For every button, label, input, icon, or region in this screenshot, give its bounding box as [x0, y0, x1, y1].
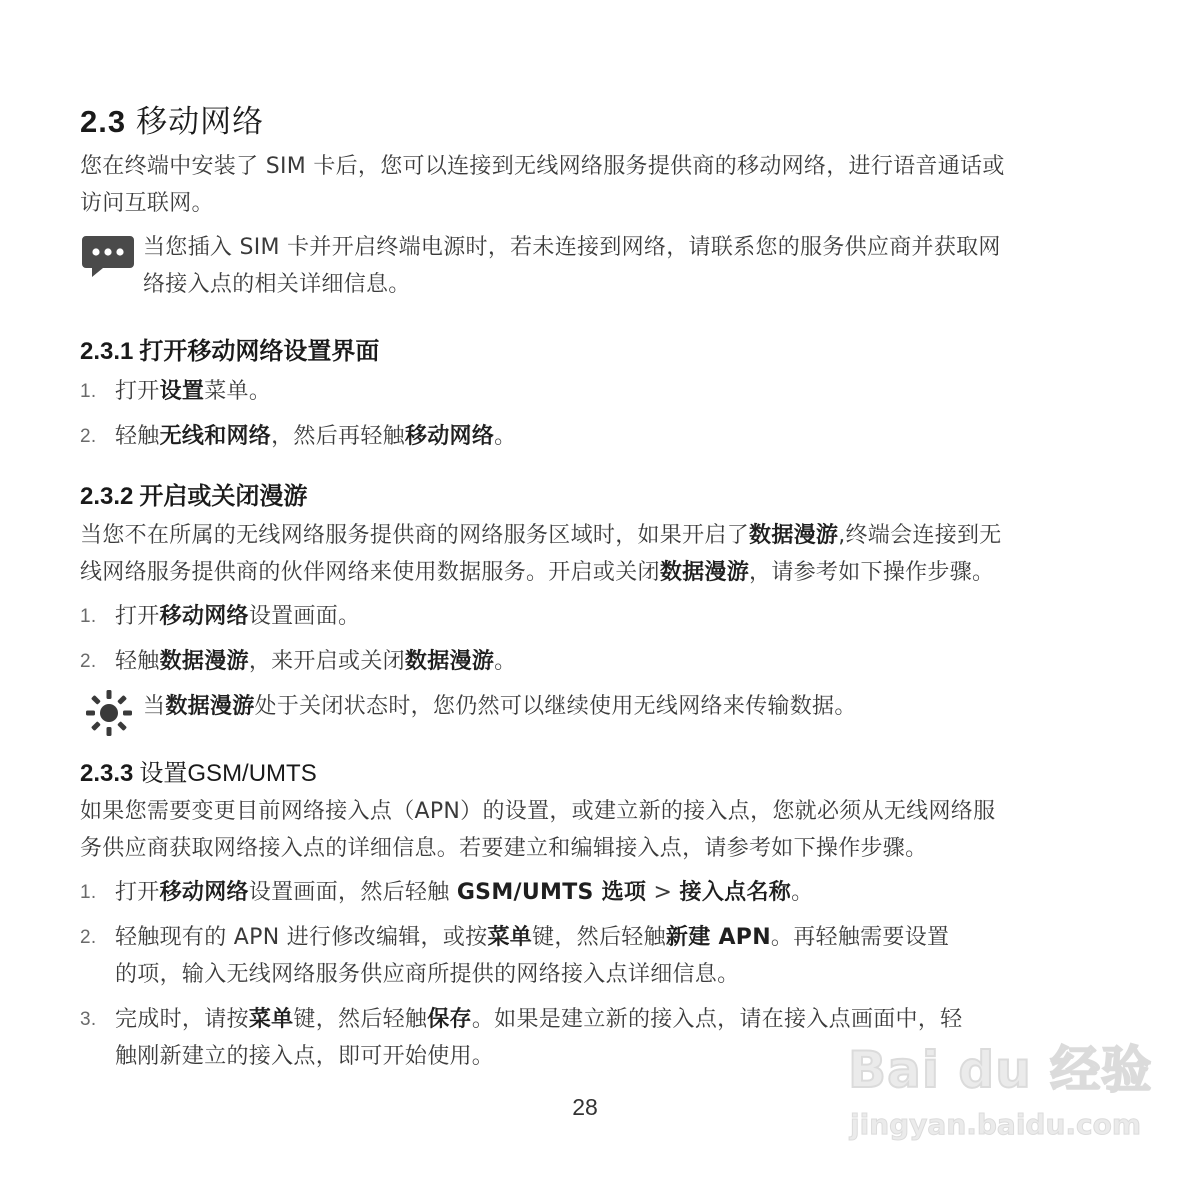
intro-paragraph: [80, 148, 1090, 222]
bold-term: 菜单: [248, 1007, 294, 1032]
text-run: 菜单。: [204, 379, 272, 404]
steps-2-3-1: [80, 373, 1090, 463]
text-run: >: [646, 880, 680, 905]
bold-term: 保存: [427, 1007, 472, 1032]
speech-bubble-icon: [82, 231, 134, 283]
watermark-url: jingyan.baidu.com: [850, 1108, 1142, 1141]
tip-callout: [80, 688, 1090, 725]
text-run: 。再轻触需要设置: [770, 925, 950, 950]
bold-term: 接入点名称: [679, 880, 792, 905]
step-number: 1.: [80, 381, 97, 402]
text-run: 打开: [115, 604, 160, 629]
text-run: 线网络服务提供商的伙伴网络来使用数据服务。开启或关闭: [80, 560, 660, 585]
intro-line: 访问互联网。: [80, 191, 214, 216]
subsection-heading-2-3-2: [80, 476, 307, 511]
page-number: 28: [572, 1094, 598, 1120]
text-run: 设置画面，然后轻触: [248, 880, 457, 905]
text-run: ，然后再轻触: [271, 424, 405, 449]
note-line: 当您插入 SIM 卡并开启终端电源时，若未连接到网络，请联系您的服务供应商并获取网: [143, 235, 1001, 260]
text-run: 键，然后轻触: [532, 925, 666, 950]
bold-term: 数据漫游: [749, 523, 839, 548]
text-run: 打开: [115, 379, 160, 404]
apn-paragraph: [80, 793, 1090, 867]
text-run: 。: [494, 424, 517, 449]
bold-term: 菜单: [487, 925, 533, 950]
text-run: 打开: [115, 880, 160, 905]
bold-term: 新建 APN: [665, 925, 771, 950]
list-item: [80, 373, 1090, 410]
watermark: [840, 1020, 1153, 1150]
note-callout: [80, 229, 1090, 303]
subsection-heading-2-3-1: [80, 331, 379, 366]
step-number: 2.: [80, 651, 97, 672]
step-number: 1.: [80, 882, 97, 903]
list-item: [80, 643, 1090, 680]
text-run: ，来开启或关闭: [248, 649, 405, 674]
step-number: 2.: [80, 426, 97, 447]
bold-term: 数据漫游: [165, 694, 255, 719]
text-run: 轻触现有的 APN 进行修改编辑，或按: [115, 925, 488, 950]
bold-term: 移动网络: [159, 880, 249, 905]
text-run: 轻触: [115, 424, 160, 449]
text-run: 。: [791, 880, 814, 905]
list-item: [80, 598, 1090, 635]
sun-tip-icon: [84, 688, 134, 742]
section-title: 移动网络: [136, 104, 265, 140]
roaming-paragraph: [80, 517, 1090, 591]
subsection-title: 开启或关闭漫游: [139, 482, 308, 510]
bold-term: 数据漫游: [159, 649, 249, 674]
steps-2-3-2: [80, 598, 1090, 688]
note-line: 络接入点的相关详细信息。: [143, 272, 411, 297]
text-run: 。如果是建立新的接入点，请在接入点画面中，轻: [471, 1007, 963, 1032]
text-run: ,终端会连接到无: [838, 523, 1002, 548]
bold-term: GSM/UMTS 选项: [456, 880, 647, 905]
bold-term: 移动网络: [404, 424, 495, 449]
section-number: 2.3: [80, 104, 127, 139]
step-number: 1.: [80, 606, 97, 627]
subsection-heading-2-3-3: [80, 753, 317, 788]
subsection-number: 2.3.1: [80, 338, 134, 365]
section-heading: [80, 96, 264, 141]
apn-line: 务供应商获取网络接入点的详细信息。若要建立和编辑接入点，请参考如下操作步骤。: [80, 836, 928, 861]
subsection-title: 打开移动网络设置界面: [139, 337, 380, 365]
text-run: 键，然后轻触: [293, 1007, 428, 1032]
text-run: 轻触: [115, 649, 160, 674]
list-item: [80, 919, 1090, 993]
apn-line: 如果您需要变更目前网络接入点（APN）的设置，或建立新的接入点，您就必须从无线网络服: [80, 799, 996, 824]
text-run: 。: [494, 649, 517, 674]
text-run: ，请参考如下操作步骤。: [749, 560, 995, 585]
text-run: 设置画面。: [248, 604, 361, 629]
text-run: 处于关闭状态时，您仍然可以继续使用无线网络来传输数据。: [254, 694, 857, 719]
bold-term: 移动网络: [159, 604, 249, 629]
list-item: [80, 874, 1090, 911]
bold-term: 数据漫游: [404, 649, 495, 674]
subsection-number: 2.3.2: [80, 483, 134, 510]
bold-term: 设置: [159, 379, 205, 404]
text-run: 触刚新建立的接入点，即可开始使用。: [115, 1044, 495, 1069]
text-run: 的项，输入无线网络服务供应商所提供的网络接入点详细信息。: [115, 962, 740, 987]
watermark-logo: Bai du 经验: [848, 1041, 1153, 1099]
bold-term: 数据漫游: [659, 560, 750, 585]
text-run: 完成时，请按: [115, 1007, 249, 1032]
text-run: 当: [143, 694, 166, 719]
step-number: 3.: [80, 1009, 97, 1030]
text-run: 当您不在所属的无线网络服务提供商的网络服务区域时，如果开启了: [80, 523, 750, 548]
bold-term: 无线和网络: [159, 424, 272, 449]
subsection-number: 2.3.3: [80, 760, 134, 787]
tip-text: [143, 688, 1090, 725]
subsection-title: 设置GSM/UMTS: [139, 760, 317, 787]
intro-line: 您在终端中安装了 SIM 卡后，您可以连接到无线网络服务提供商的移动网络，进行语音通话或: [80, 154, 1005, 179]
list-item: [80, 418, 1090, 455]
step-number: 2.: [80, 927, 97, 948]
